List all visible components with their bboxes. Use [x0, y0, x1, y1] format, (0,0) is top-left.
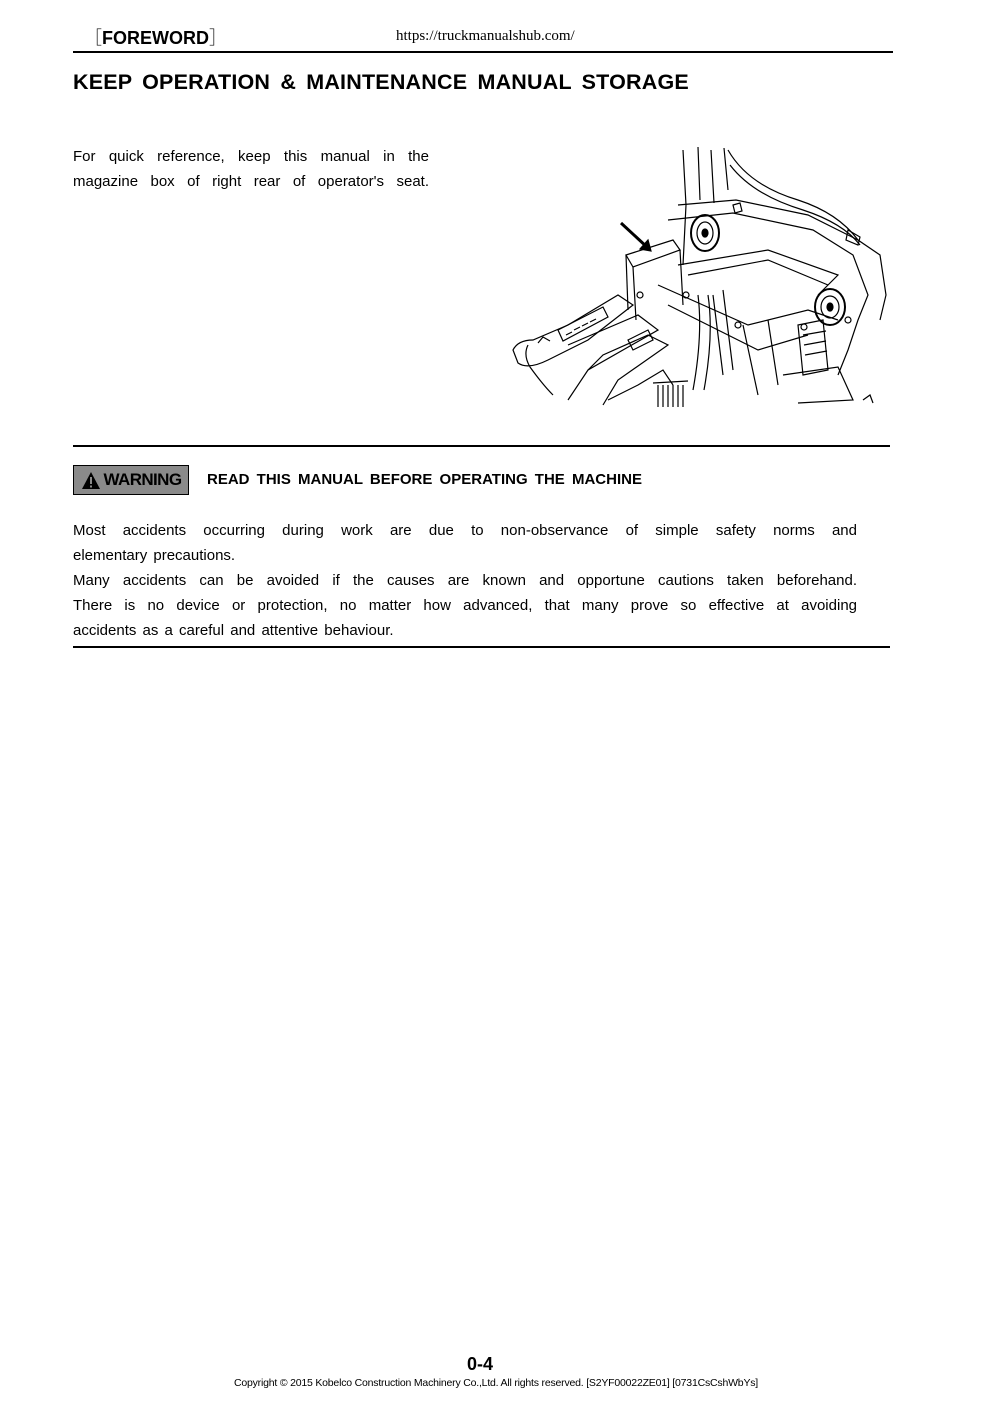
copyright-notice: Copyright © 2015 Kobelco Construction Machinery Co.,Ltd. All rights reserved. [S2YF00022ZE01] [0731CsCshWbYs] [233, 1377, 759, 1389]
page-title: KEEP OPERATION & MAINTENANCE MANUAL STORAGE [73, 70, 689, 94]
warning-line: Most accidents occurring during work are due to non-observance of simple safety norms and [73, 522, 857, 539]
section-bracket-open: ［ [84, 28, 102, 48]
warning-line: elementary precautions. [73, 547, 236, 564]
section-label [84, 24, 227, 50]
warning-badge [73, 465, 189, 495]
intro-line: magazine box of right rear of operator's seat. [73, 173, 429, 190]
exclamation-triangle-icon [81, 471, 101, 490]
warning-line: accidents as a careful and attentive behaviour. [73, 622, 394, 639]
warning-heading: READ THIS MANUAL BEFORE OPERATING THE MACHINE [207, 471, 642, 488]
header-divider [73, 51, 893, 53]
operator-seat-figure [508, 145, 894, 407]
warning-badge-label: WARNING [103, 470, 182, 489]
section-name: FOREWORD [102, 28, 209, 48]
warning-line: Many accidents can be avoided if the causes are known and opportune cautions taken beforehand. [73, 572, 857, 589]
intro-line: For quick reference, keep this manual in the [73, 148, 429, 165]
section-divider [73, 445, 890, 447]
warning-line: There is no device or protection, no matter how advanced, that many prove so effective at avoiding [73, 597, 857, 614]
header-url[interactable]: https://truckmanualshub.com/ [396, 28, 575, 44]
section-divider [73, 646, 890, 648]
page-number: 0-4 [466, 1354, 493, 1374]
intro-paragraph [73, 144, 429, 194]
warning-body [73, 518, 857, 643]
section-bracket-close: ］ [209, 28, 227, 48]
operator-seat-magazine-box-drawing [508, 145, 894, 407]
